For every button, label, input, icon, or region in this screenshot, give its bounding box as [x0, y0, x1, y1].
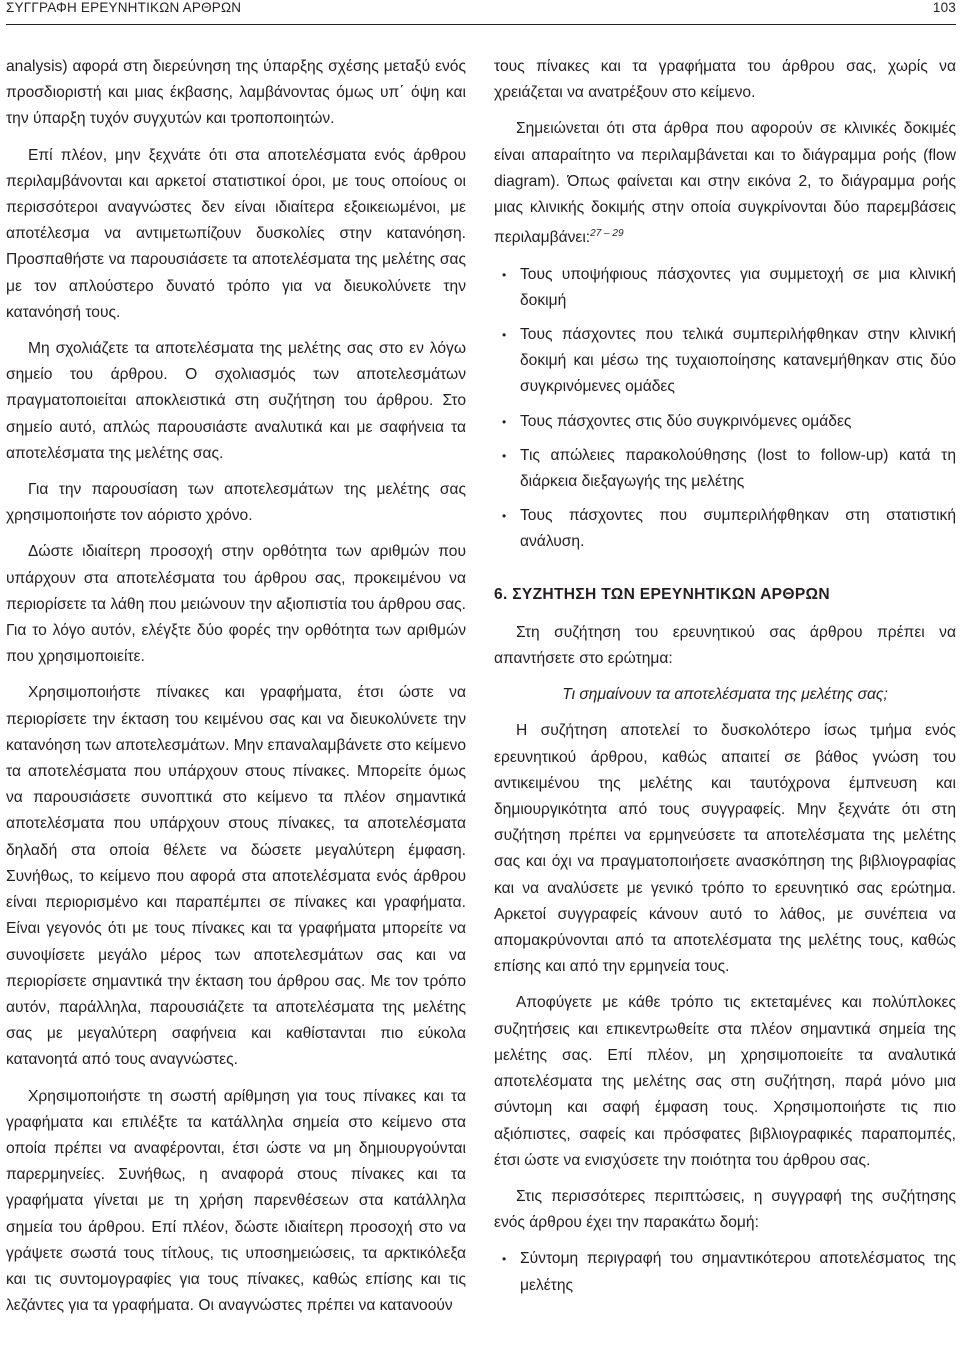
paragraph: Επί πλέον, μην ξεχνάτε ότι στα αποτελέσματα ενός άρθρου περιλαμβάνονται και αρκετοί στατιστικοί όροι, με τους οποίους οι περισσότεροι αναγνώστες δεν είναι ιδιαίτερα εξοικειωμένοι, με αποτέλεσμα να αντιμετωπίζουν δυσκολίες στην κατανόηση. Προσπαθήστε να παρουσιάσετε τα αποτελέσματα της μελέτης σας με τον απλούστερο δυνατό τρόπο για να διευκολύνετε την κατανόησή τους. — [6, 146, 466, 321]
paragraph — [494, 116, 956, 251]
bullet-icon: • — [502, 328, 507, 343]
list-item-text: Τους πάσχοντες στις δύο συγκρινόμενες ομάδες — [520, 412, 852, 430]
list-item-text: Τους πάσχοντες που συμπεριλήφθηκαν στη στατιστική ανάλυση. — [520, 507, 956, 551]
list-item — [494, 443, 956, 495]
list-item-text: Τους πάσχοντες που τελικά συμπεριλήφθηκαν στην κλινική δοκιμή και μέσω της τυχαιοποίησης κατανεμήθηκαν στις δύο συγκρινόμενες ομάδες — [520, 326, 956, 396]
bullet-icon: • — [502, 448, 507, 463]
flow-diagram-list — [494, 262, 956, 556]
citation: 27 – 29 — [590, 228, 624, 240]
list-item — [494, 1246, 956, 1298]
running-header — [6, 0, 956, 22]
flow-diagram-intro: Σημειώνεται ότι στα άρθρα που αφορούν σε κλινικές δοκιμές είναι απαραίτητο να περιλαμβάνεται και το διάγραμμα ροής (flow diagram). Όπως φαίνεται και στην εικόνα 2, το διάγραμμα ροής μιας κλινικής δοκιμής στην οποία συγκρίνονται δύο παρεμβάσεις περιλαμβάνει: — [494, 120, 956, 247]
running-title: ΣΥΓΓΡΑΦΗ ΕΡΕΥΝΗΤΙΚΩΝ ΑΡΘΡΩΝ — [6, 0, 242, 15]
bullet-icon: • — [502, 509, 507, 524]
research-question: Τι σημαίνουν τα αποτελέσματα της μελέτης σας; — [562, 686, 888, 704]
right-column — [494, 54, 956, 1309]
bullet-icon: • — [502, 414, 507, 429]
left-column — [6, 54, 466, 1329]
list-item — [494, 322, 956, 401]
list-item-text: Τις απώλειες παρακολούθησης (lost to follow-up) κατά τη διάρκεια διεξαγωγής της μελέτης — [520, 446, 956, 491]
paragraph: Στις περισσότερες περιπτώσεις, η συγγραφή της συζήτησης ενός άρθρου έχει την παρακάτω δομή: — [494, 1187, 956, 1232]
paragraph: Μη σχολιάζετε τα αποτελέσματα της μελέτης σας στο εν λόγω σημείο του άρθρου. Ο σχολιασμός των αποτελεσμάτων πραγματοποιείται αποκλειστικά στη συζήτηση του άρθρου. Στο σημείο αυτό, απλώς παρουσιάστε αναλυτικά και με σαφήνεια τα αποτελέσματα της μελέτης σας. — [6, 340, 466, 462]
list-item — [494, 503, 956, 555]
paragraph: Στη συζήτηση του ερευνητικού σας άρθρου πρέπει να απαντήσετε στο ερώτημα: — [494, 623, 956, 668]
section-heading: 6. ΣΥΖΗΤΗΣΗ ΤΩΝ ΕΡΕΥΝΗΤΙΚΩΝ ΑΡΘΡΩΝ — [494, 585, 830, 603]
paragraph: Χρησιμοποιήστε τη σωστή αρίθμηση για τους πίνακες και τα γραφήματα και επιλέξτε τα κατάλληλα σημεία στο κείμενο στα οποία πρέπει να αναφέρονται, έτσι ώστε να μη δημιουργούνται παρερμηνείες. Συνήθως, η αναφορά στους πίνακες και τα γραφήματα γίνεται με τη χρήση παρενθέσεων στα κατάλληλα σημεία του άρθρου. Επί πλέον, δώστε ιδιαίτερη προσοχή στο να γράψετε σωστά τους τίτλους, τις υποσημειώσεις, τα αρκτικόλεξα και τις συντομογραφίες για τους πίνακες, καθώς επίσης και τις λεζάντες για τα γραφήματα. Οι αναγνώστες πρέπει να κατανοούν — [6, 1087, 466, 1315]
paragraph: analysis) αφορά στη διερεύνηση της ύπαρξης σχέσης μεταξύ ενός προσδιοριστή και μιας έκβασης, λαμβάνοντας όμως υπ΄ όψη και την ύπαρξη τυχόν συγχυτών και τροποποιητών. — [6, 58, 466, 128]
structure-list — [494, 1246, 956, 1298]
paragraph: Δώστε ιδιαίτερη προσοχή στην ορθότητα των αριθμών που υπάρχουν στα αποτελέσματα του άρθρου σας, προκειμένου να περιορίσετε τα λάθη που μειώνουν την αξιοπιστία του άρθρου σας. Για το λόγο αυτόν, ελέγξτε δύο φορές την ορθότητα των αριθμών που χρησιμοποιείτε. — [6, 543, 466, 666]
header-rule — [6, 24, 956, 25]
list-item-text: Σύντομη περιγραφή του σημαντικότερου αποτελέσματος της μελέτης — [520, 1250, 956, 1294]
paragraph: Η συζήτηση αποτελεί το δυσκολότερο ίσως τμήμα ενός ερευνητικού άρθρου, καθώς απαιτεί σε βάθος γνώση του αντικειμένου της μελέτης και ταυτόχρονα έμπνευση και δημιουργικότητα από τους συγγραφείς. Μην ξεχνάτε ότι στη συζήτηση πρέπει να ερμηνεύσετε τα αποτελέσματα της μελέτης σας και όχι να πραγματοποιήσετε ανασκόπηση της βιβλιογραφίας και να αναλύσετε με γενικό τρόπο το ερευνητικό σας ερώτημα. Αρκετοί συγγραφείς κάνουν αυτό το λάθος, με συνέπεια να απομακρύνονται από τα αποτελέσματα της μελέτης τους, καθώς επίσης και από την ερμηνεία τους. — [494, 722, 956, 976]
paragraph: Για την παρουσίαση των αποτελεσμάτων της μελέτης σας χρησιμοποιήστε τον αόριστο χρόνο. — [6, 481, 466, 525]
page-number: 103 — [932, 0, 956, 15]
list-item — [494, 262, 956, 314]
list-item — [494, 409, 956, 435]
paragraph: τους πίνακες και τα γραφήματα του άρθρου σας, χωρίς να χρειάζεται να ανατρέξουν στο κείμενο. — [494, 58, 956, 102]
bullet-icon: • — [502, 267, 507, 282]
list-item-text: Τους υποψήφιους πάσχοντες για συμμετοχή σε μια κλινική δοκιμή — [520, 265, 956, 309]
bullet-icon: • — [502, 1252, 507, 1267]
paragraph: Χρησιμοποιήστε πίνακες και γραφήματα, έτσι ώστε να περιορίσετε την έκταση του κειμένου σας και να διευκολύνετε την κατανόηση των αποτελεσμάτων. Μην επαναλαμβάνετε στο κείμενο τα αποτελέσματα που υπάρχουν στους πίνακες. Μπορείτε όμως να παρουσιάσετε συνοπτικά στο κείμενο τα πλέον σημαντικά αποτελέσματα που υπάρχουν στους πίνακες, τα αποτελέσματα δηλαδή στα οποία θέλετε να δώσετε μεγαλύτερη έμφαση. Συνήθως, το κείμενο που αφορά στα αποτελέσματα ενός άρθρου είναι περιορισμένο και παραπέμπει σε πίνακες και γραφήματα. Είναι γεγονός ότι με τους πίνακες και τα γραφήματα μπορείτε να συνοψίσετε μεγάλο μέρος των αποτελεσμάτων σας και να περιορίσετε σημαντικά την έκταση του άρθρου σας. Με τον τρόπο αυτόν, παράλληλα, παρουσιάζετε τα αποτελέσματα της μελέτης σας με μεγαλύτερη σαφήνεια και καθίστανται πιο εύκολα κατανοητά από τους αναγνώστες. — [6, 684, 466, 1069]
paragraph: Αποφύγετε με κάθε τρόπο τις εκτεταμένες και πολύπλοκες συζητήσεις και επικεντρωθείτε στα πλέον σημαντικά σημεία της μελέτης σας. Επί πλέον, μη χρησιμοποιείτε τα αναλυτικά αποτελέσματα της μελέτης σας στη συζήτηση, παρά μόνο μια σύντομη και σαφή έμφαση τους. Χρησιμοποιήστε τις πιο αξιόπιστες, σαφείς και πρόσφατες βιβλιογραφικές παραπομπές, έτσι ώστε να ενισχύσετε την ποιότητα του άρθρου σας. — [494, 994, 956, 1169]
